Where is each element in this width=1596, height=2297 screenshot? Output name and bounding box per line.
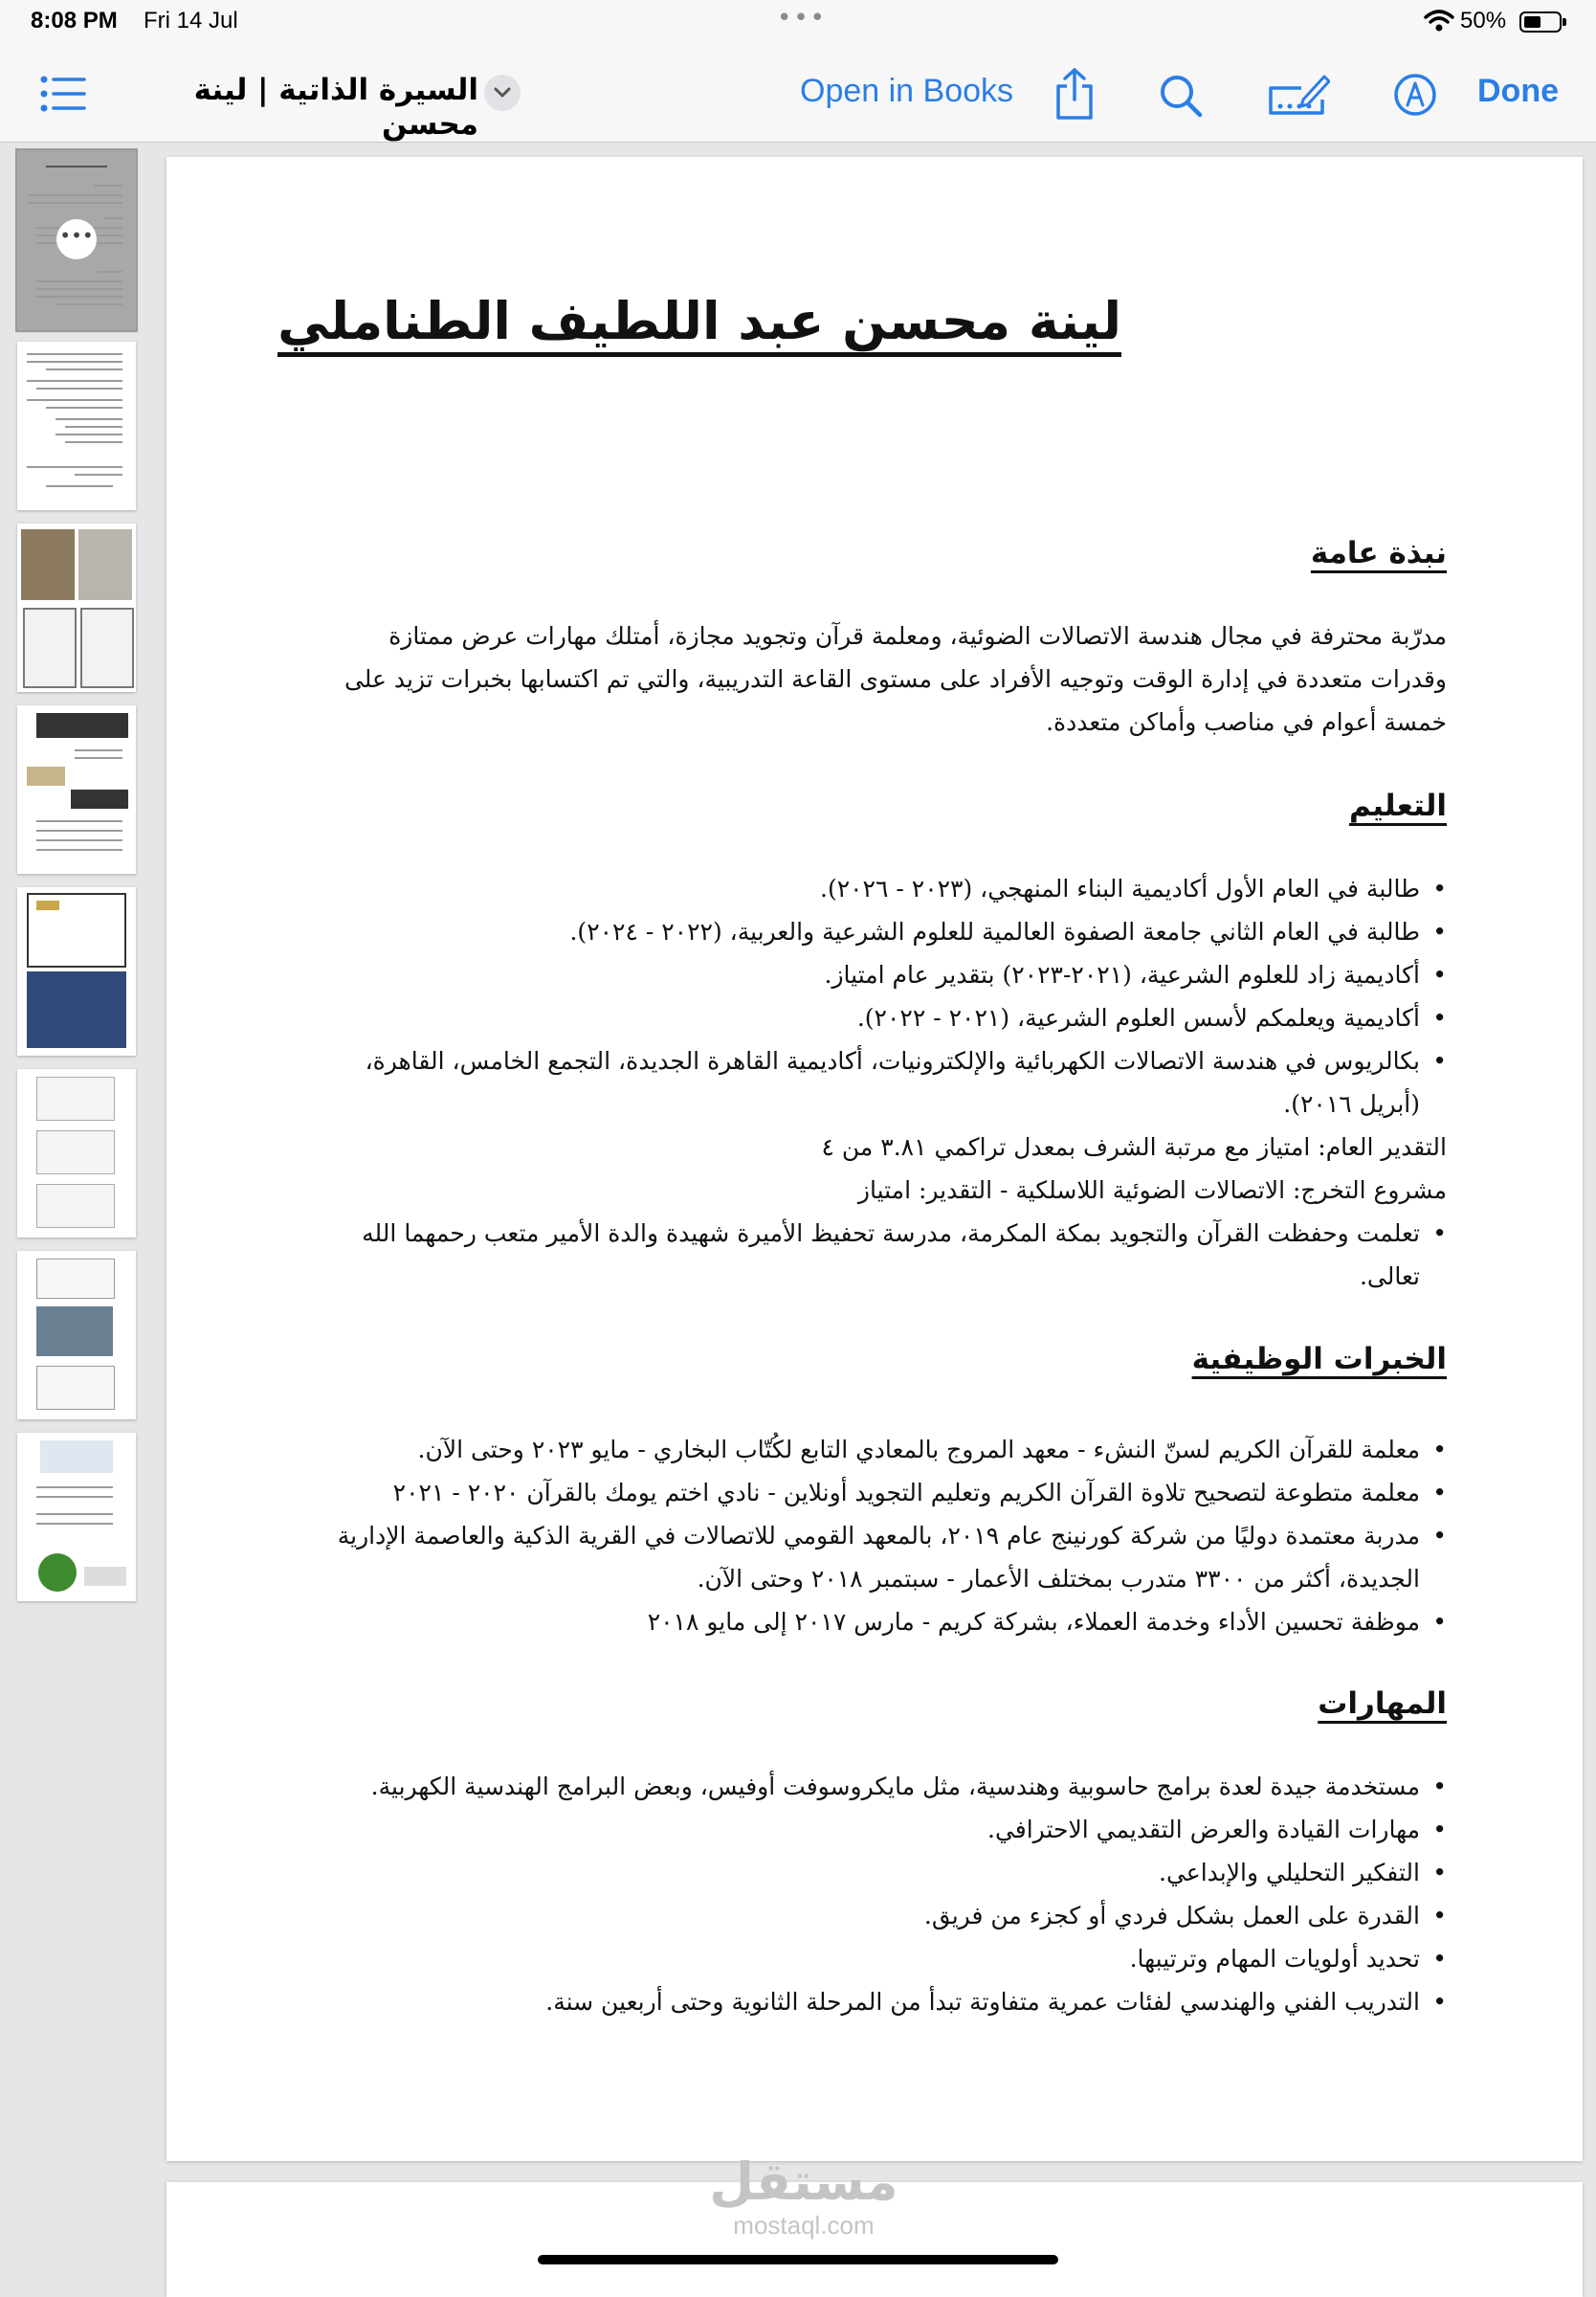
page-thumbnail-6[interactable] <box>17 1069 136 1238</box>
home-indicator[interactable] <box>538 2255 1058 2264</box>
wifi-icon <box>1424 10 1454 33</box>
skill-item: • التدريب الفني والهندسي لفئات عمرية متفاوتة تبدأ من المرحلة الثانوية وحتى أربعين سنة. <box>310 1980 1447 2023</box>
skill-item: • تحديد أولويات المهام وترتيبها. <box>310 1937 1447 1980</box>
experience-item: • معلمة متطوعة لتصحيح تلاوة القرآن الكريم وتعليم التجويد أونلاين - نادي اختم يومك بالقرآن ٢٠٢٠ - ٢٠٢١ <box>310 1471 1447 1514</box>
education-note: التقدير العام: امتياز مع مرتبة الشرف بمعدل تراكمي ٣.٨١ من ٤ <box>821 1133 1447 1161</box>
experience-item: • مدربة معتمدة دوليًا من شركة كورنينج عام ٢٠١٩، بالمعهد القومي للاتصالات في القرية الذكية والعاصمة الإدارية الجديدة، أكثر من ٣٣٠٠ متدرب بمختلف الأعمار - سبتمبر ٢٠١٨ وحتى الآن. <box>310 1514 1447 1600</box>
page-thumbnails-sidebar <box>0 143 155 2286</box>
watermark <box>698 2153 909 2241</box>
education-list <box>310 867 1447 1298</box>
document-page[interactable] <box>166 157 1583 2161</box>
list-icon[interactable] <box>40 75 86 113</box>
watermark-arabic: مستقل <box>709 2152 898 2212</box>
cv-name: لينة محسن عبد اللطيف الطناملي <box>277 291 1121 351</box>
page-thumbnail-1[interactable] <box>17 150 136 330</box>
overview-heading: نبذة عامة <box>1310 536 1447 570</box>
page-thumbnail-3[interactable] <box>17 524 136 692</box>
annotate-icon[interactable] <box>1393 73 1437 117</box>
multitasking-dots-icon[interactable]: ••• <box>777 4 828 33</box>
education-item: • بكالريوس في هندسة الاتصالات الكهربائية والإلكترونيات، أكاديمية القاهرة الجديدة، التجمع الخامس، القاهرة، (أبريل ٢٠١٦). <box>310 1039 1447 1126</box>
battery-percent: 50% <box>1460 8 1507 33</box>
document-title[interactable]: السيرة الذاتية | لينة محسن <box>193 73 478 142</box>
experience-item: • موظفة تحسين الأداء وخدمة العملاء، بشركة كريم - مارس ٢٠١٧ إلى مايو ٢٠١٨ <box>310 1600 1447 1643</box>
more-options-icon[interactable]: ••• <box>56 219 97 259</box>
skills-list <box>310 1765 1447 2023</box>
education-heading: التعليم <box>1348 789 1447 823</box>
chevron-down-icon[interactable] <box>484 75 521 111</box>
skills-heading: المهارات <box>1318 1686 1447 1721</box>
open-in-books-button[interactable]: Open in Books <box>800 73 1014 109</box>
education-item: • طالبة في العام الأول أكاديمية البناء المنهجي، (٢٠٢٣ - ٢٠٢٦). <box>310 867 1447 910</box>
page-thumbnail-7[interactable] <box>17 1251 136 1419</box>
page-thumbnail-8[interactable] <box>17 1433 136 1601</box>
experience-list <box>310 1428 1447 1643</box>
education-item: • أكاديمية ويعلمكم لأسس العلوم الشرعية، (٢٠٢١ - ٢٠٢٢). <box>310 996 1447 1039</box>
skill-item: • مستخدمة جيدة لعدة برامج حاسوبية وهندسية، مثل مايكروسوفت أوفيس، وبعض البرامج الهندسية الكهربية. <box>310 1765 1447 1808</box>
education-item: • تعلمت وحفظت القرآن والتجويد بمكة المكرمة، مدرسة تحفيظ الأميرة شهيدة والدة الأمير متعب رحمهما الله تعالى. <box>310 1212 1447 1298</box>
status-time: 8:08 PM <box>31 8 118 33</box>
done-button[interactable]: Done <box>1477 73 1559 109</box>
overview-paragraph: مدرّبة محترفة في مجال هندسة الاتصالات الضوئية، ومعلمة قرآن وتجويد مجازة، أمتلك مهارات عرض ممتازة وقدرات متعددة في إدارة الوقت وتوجيه الأفراد على مستوى القاعة التدريبية، والتي تم اكتسابها بخبرات تزيد على خمسة أعوام في مناصب وأماكن متعددة. <box>344 622 1447 736</box>
education-item: • أكاديمية زاد للعلوم الشرعية، (٢٠٢١-٢٠٢٣) بتقدير عام امتياز. <box>310 953 1447 996</box>
page-thumbnail-4[interactable] <box>17 705 136 874</box>
page-thumbnail-2[interactable] <box>17 342 136 510</box>
education-note: مشروع التخرج: الاتصالات الضوئية اللاسلكية - التقدير: امتياز <box>857 1176 1447 1204</box>
skill-item: • القدرة على العمل بشكل فردي أو كجزء من فريق. <box>310 1894 1447 1937</box>
status-bar <box>0 0 1596 44</box>
watermark-latin: mostaql.com <box>733 2211 875 2240</box>
page-thumbnail-5[interactable] <box>17 887 136 1056</box>
skill-item: • مهارات القيادة والعرض التقديمي الاحترافي. <box>310 1808 1447 1851</box>
experience-item: • معلمة للقرآن الكريم لسنّ النشء - معهد المروج بالمعادي التابع لكُتّاب البخاري - مايو ٢٠٢٣ وحتى الآن. <box>310 1428 1447 1471</box>
battery-icon <box>1519 11 1562 33</box>
experience-heading: الخبرات الوظيفية <box>1191 1342 1447 1376</box>
search-icon[interactable] <box>1158 73 1204 119</box>
skill-item: • التفكير التحليلي والإبداعي. <box>310 1851 1447 1894</box>
toolbar <box>0 44 1596 143</box>
status-date: Fri 14 Jul <box>144 8 238 33</box>
education-item: • طالبة في العام الثاني جامعة الصفوة العالمية للعلوم الشرعية والعربية، (٢٠٢٢ - ٢٠٢٤). <box>310 910 1447 953</box>
share-icon[interactable] <box>1053 67 1097 121</box>
markup-icon[interactable] <box>1267 71 1330 121</box>
